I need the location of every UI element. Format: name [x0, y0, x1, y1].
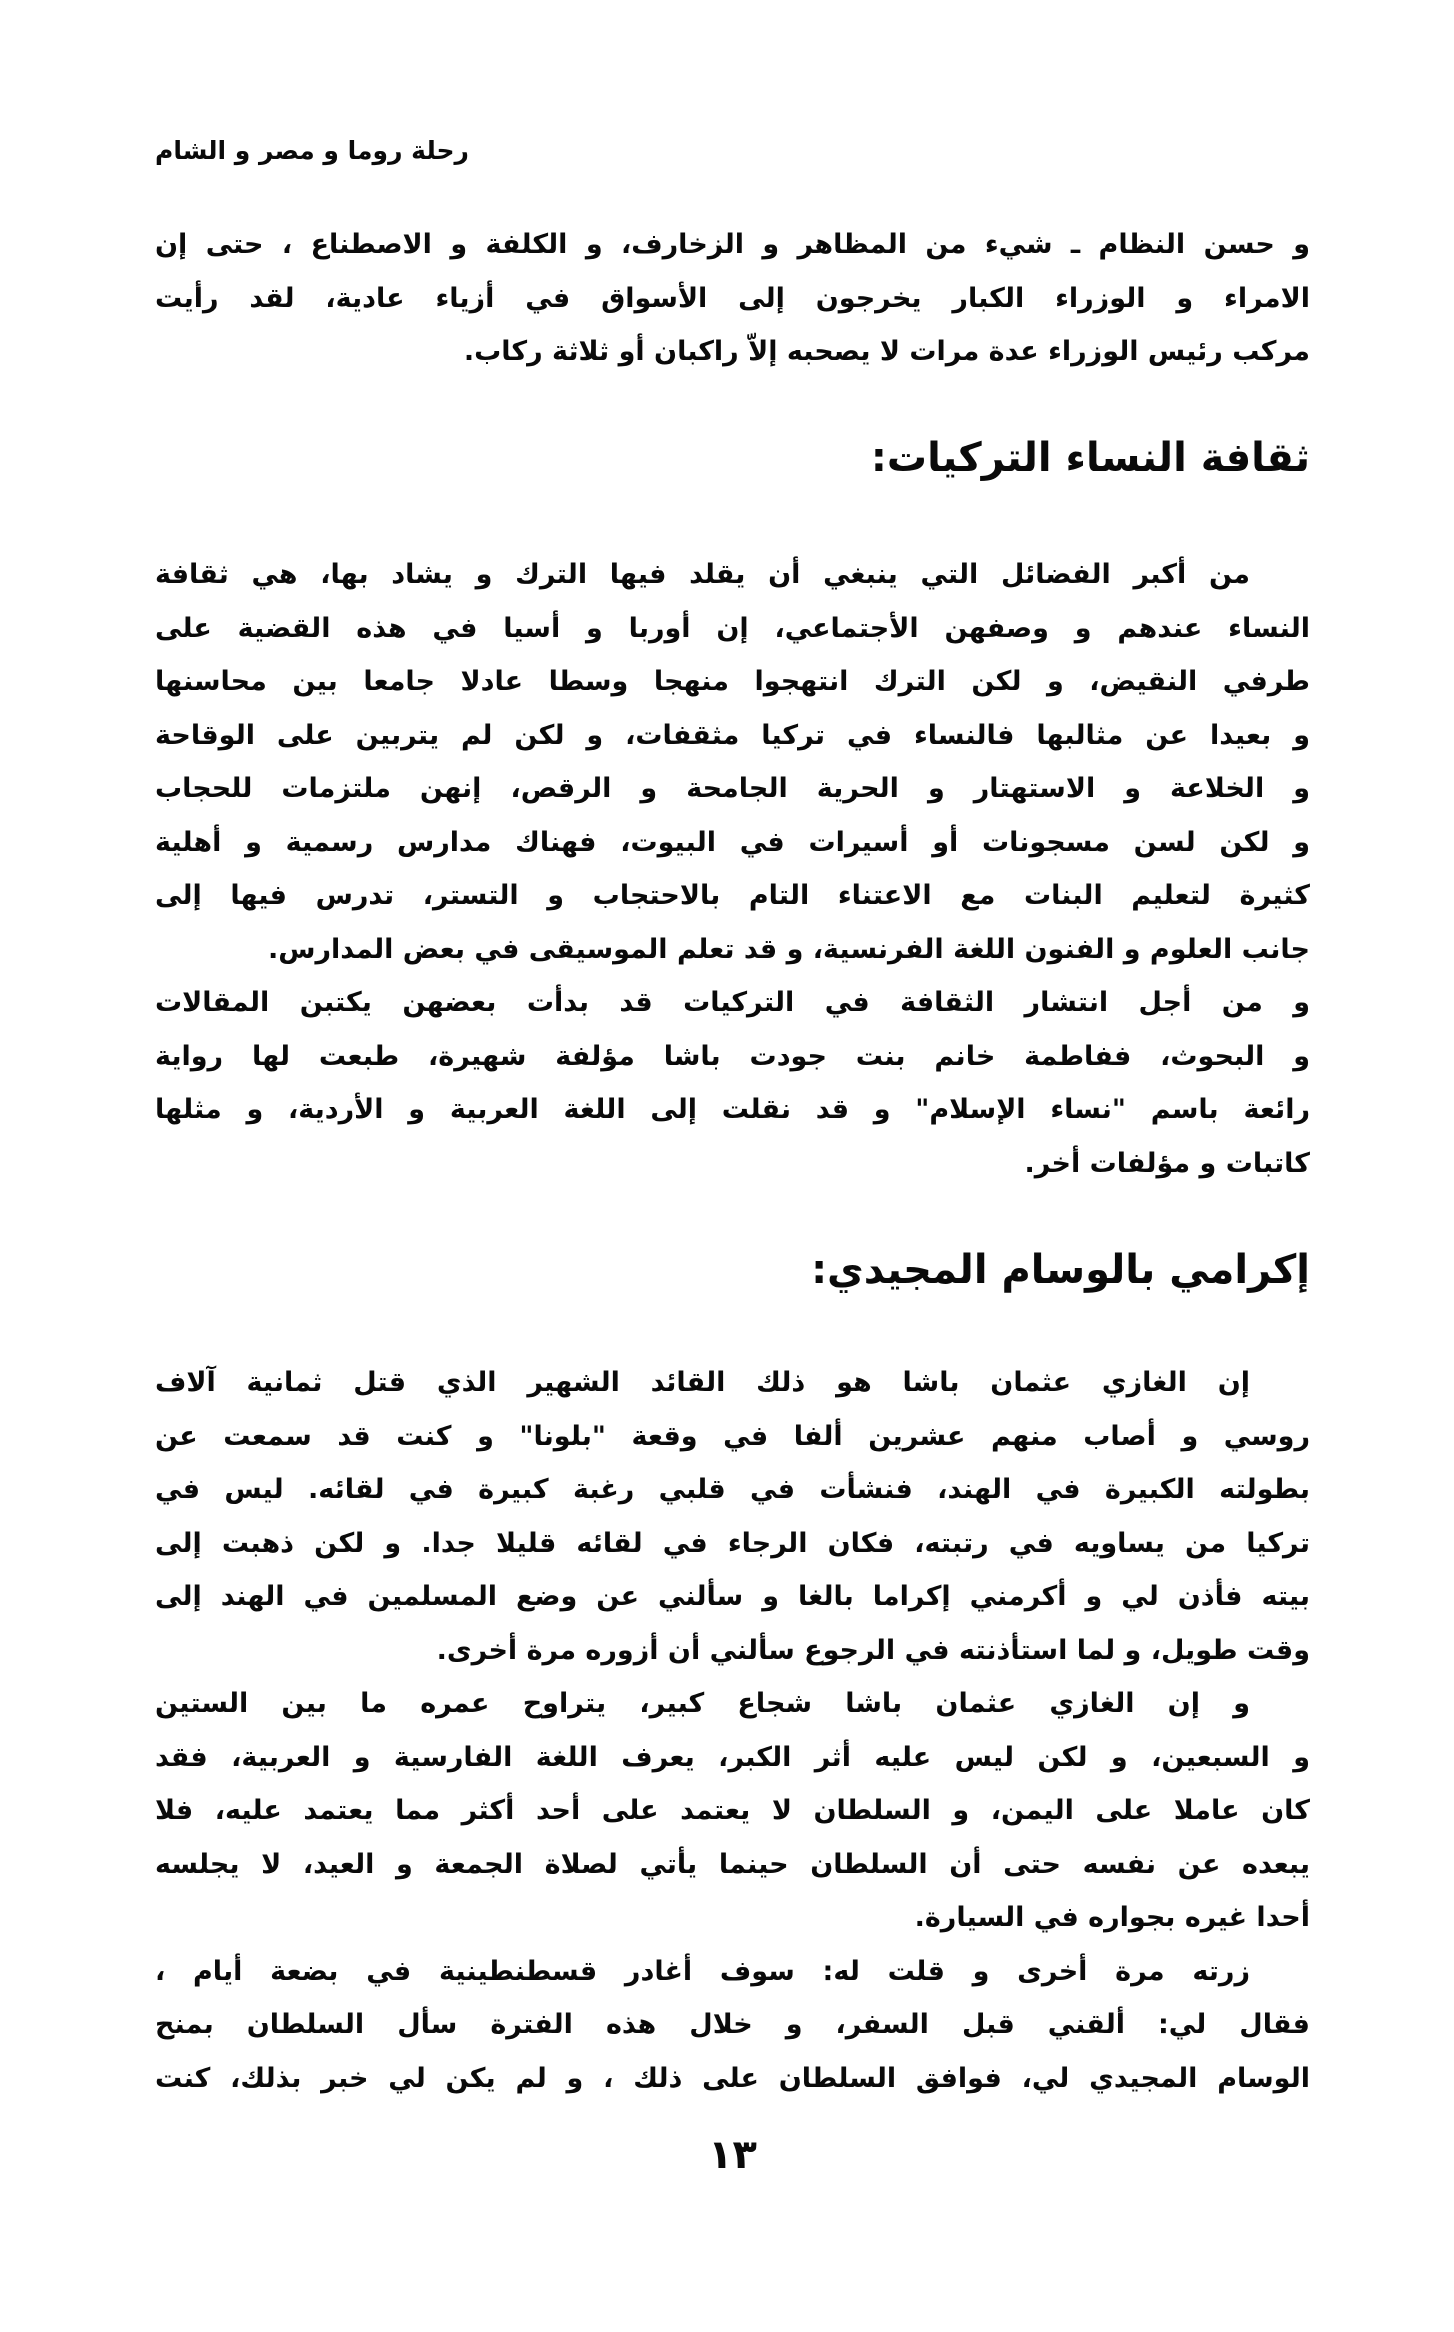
text-line: و بعيدا عن مثالبها فالنساء في تركيا مثقفات، و لكن لم يتربين على الوقاحة	[155, 719, 1310, 751]
text-line: جانب العلوم و الفنون اللغة الفرنسية، و قد تعلم الموسيقى في بعض المدارس.	[268, 933, 1310, 965]
text-line: تركيا من يساويه في رتبته، فكان الرجاء في لقائه قليلا جدا. و لكن ذهبت إلى	[155, 1527, 1310, 1559]
text-line: زرته مرة أخرى و قلت له: سوف أغادر قسطنطينية في بضعة أيام ،	[155, 1955, 1250, 1987]
running-header-title: رحلة روما و مصر و الشام	[155, 136, 469, 165]
text-line: و حسن النظام ـ شيء من المظاهر و الزخارف، و الكلفة و الاصطناع ، حتى إن	[155, 229, 1310, 260]
opening-paragraph	[155, 218, 1310, 379]
text-line: رائعة باسم "نساء الإسلام" و قد نقلت إلى اللغة العربية و الأردية، و مثلها	[155, 1094, 1310, 1125]
text-line: أحدا غيره بجواره في السيارة.	[914, 1902, 1310, 1933]
text-line: النساء عندهم و وصفهن الأجتماعي، إن أوربا و أسيا في هذه القضية على	[155, 612, 1310, 644]
paragraph	[155, 218, 1310, 379]
paragraph	[155, 1945, 1310, 2106]
text-line: من أكبر الفضائل التي ينبغي أن يقلد فيها الترك و يشاد بها، هي ثقافة	[155, 559, 1250, 590]
running-header	[155, 133, 1310, 169]
text-line: كاتبات و مؤلفات أخر.	[1024, 1147, 1310, 1179]
text-line: بطولته الكبيرة في الهند، فنشأت في قلبي رغبة كبيرة في لقائه. ليس في	[155, 1474, 1310, 1505]
paragraph	[155, 1677, 1310, 1945]
page-number: ١٣	[708, 2132, 757, 2178]
text-line: و الخلاعة و الاستهتار و الحرية الجامحة و الرقص، إنهن ملتزمات للحجاب	[155, 773, 1310, 804]
text-line: و البحوث، ففاطمة خانم بنت جودت باشا مؤلفة شهيرة، طبعت لها رواية	[155, 1040, 1310, 1072]
text-line: يبعده عن نفسه حتى أن السلطان حينما يأتي لصلاة الجمعة و العيد، لا يجلسه	[155, 1848, 1310, 1880]
paragraph	[155, 976, 1310, 1190]
text-line: و إن الغازي عثمان باشا شجاع كبير، يتراوح عمره ما بين الستين	[155, 1688, 1250, 1719]
section-1-body	[155, 548, 1310, 1190]
text-line: طرفي النقيض، و لكن الترك انتهجوا منهجا وسطا عادلا جامعا بين محاسنها	[155, 666, 1310, 697]
paragraph	[155, 1356, 1310, 1677]
text-line: إن الغازي عثمان باشا هو ذلك القائد الشهير الذي قتل ثمانية آلاف	[155, 1367, 1250, 1398]
section-heading: ثقافة النساء التركيات:	[870, 435, 1310, 481]
paragraph	[155, 548, 1310, 976]
text-line: و السبعين، و لكن ليس عليه أثر الكبر، يعرف اللغة الفارسية و العربية، فقد	[155, 1741, 1310, 1773]
text-line: الامراء و الوزراء الكبار يخرجون إلى الأسواق في أزياء عادية، لقد رأيت	[155, 282, 1310, 314]
section-1	[155, 428, 1310, 488]
text-line: بيته فأذن لي و أكرمني إكراما بالغا و سألني عن وضع المسلمين في الهند إلى	[155, 1581, 1310, 1612]
text-line: وقت طويل، و لما استأذنته في الرجوع سألني أن أزوره مرة أخرى.	[436, 1634, 1310, 1666]
book-page	[155, 0, 1310, 2332]
text-line: و لكن لسن مسجونات أو أسيرات في البيوت، فهناك مدارس رسمية و أهلية	[155, 826, 1310, 858]
text-line: الوسام المجيدي لي، فوافق السلطان على ذلك ، و لم يكن لي خبر بذلك، كنت	[155, 2062, 1310, 2094]
text-line: كثيرة لتعليم البنات مع الاعتناء التام بالاحتجاب و التستر، تدرس فيها إلى	[155, 880, 1310, 911]
text-line: و من أجل انتشار الثقافة في التركيات قد بدأت بعضهن يكتبن المقالات	[155, 987, 1310, 1018]
section-2	[155, 1240, 1310, 1300]
text-line: كان عاملا على اليمن، و السلطان لا يعتمد على أحد أكثر مما يعتمد عليه، فلا	[155, 1795, 1310, 1826]
section-2-body	[155, 1356, 1310, 2105]
text-line: فقال لي: ألقني قبل السفر، و خلال هذه الفترة سأل السلطان بمنح	[155, 2009, 1310, 2040]
text-line: روسي و أصاب منهم عشرين ألفا في وقعة "بلونا" و كنت قد سمعت عن	[155, 1420, 1310, 1452]
section-heading: إكرامي بالوسام المجيدي:	[811, 1247, 1310, 1293]
text-line: مركب رئيس الوزراء عدة مرات لا يصحبه إلاّ راكبان أو ثلاثة ركاب.	[463, 336, 1310, 367]
